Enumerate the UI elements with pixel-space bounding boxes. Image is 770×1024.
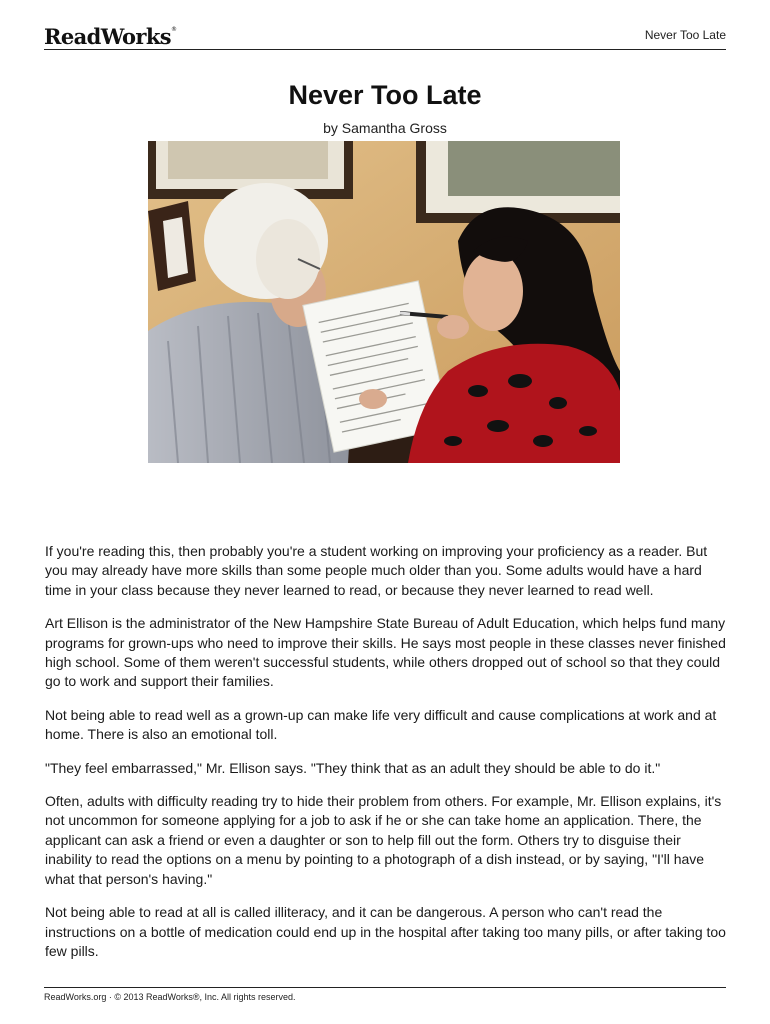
- page-footer: ReadWorks.org · © 2013 ReadWorks®, Inc. All rights reserved.: [44, 987, 726, 1002]
- header-article-title: Never Too Late: [644, 28, 726, 42]
- registered-mark: ®: [171, 26, 177, 33]
- paragraph-4: "They feel embarrassed," Mr. Ellison says. "They think that as an adult they should be able to do it.": [45, 759, 661, 776]
- photo-illustration: [148, 141, 620, 463]
- logo-text: ReadWorks: [44, 24, 172, 49]
- paragraph-3: Not being able to read well as a grown-up can make life very difficult and cause complications at work and at home. There is also an emotional toll.: [45, 706, 717, 743]
- paragraph-6: Not being able to read at all is called illiteracy, and it can be dangerous. A person who can't read the instructions on a bottle of medication could end up in the hospital after taking too many pills, or after taking too few pills.: [45, 904, 726, 959]
- paragraph-1: If you're reading this, then probably you're a student working on improving your proficiency as a reader. But you may already have more skills than some people much older than you. Some adults would have a hard time in your class because they never learned to read, or because they never learned to read well.: [45, 543, 708, 598]
- page-header: [44, 22, 726, 50]
- readworks-logo: [44, 24, 176, 49]
- article-byline: by Samantha Gross: [323, 120, 447, 136]
- paragraph-5: Often, adults with difficulty reading try to hide their problem from others. For example, Mr. Ellison explains, it's not uncommon for someone applying for a job to ask if he or she can take home an application. There, the applicant can ask a friend or even a daughter or son to help fill out the form. Others try to disguise their inability to read the options on a menu by pointing to a photograph of a dish instead, or by saying, "I'll have what that person's having.": [45, 793, 722, 887]
- paragraph-2: Art Ellison is the administrator of the New Hampshire State Bureau of Adult Education, which helps fund many programs for grown-ups who need to improve their skills. He says most people in these classes never finished high school. Some of them weren't successful students, while others dropped out of school so that they could go to work and support their families.: [45, 615, 726, 690]
- article-body: [45, 542, 727, 975]
- article-photo: [148, 141, 620, 463]
- article-title: Never Too Late: [288, 80, 482, 110]
